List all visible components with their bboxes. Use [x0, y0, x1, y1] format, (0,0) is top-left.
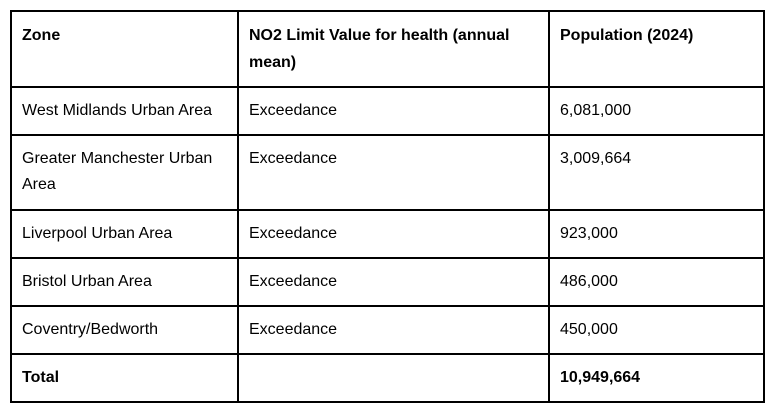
zone-cell: West Midlands Urban Area — [11, 87, 238, 135]
population-cell: 923,000 — [549, 210, 764, 258]
limit-value-cell: Exceedance — [238, 87, 549, 135]
limit-value-cell: Exceedance — [238, 306, 549, 354]
limit-value-cell: Exceedance — [238, 258, 549, 306]
zone-cell: Bristol Urban Area — [11, 258, 238, 306]
column-header-population: Population (2024) — [549, 11, 764, 87]
total-label-cell: Total — [11, 354, 238, 402]
zone-cell: Greater Manchester Urban Area — [11, 135, 238, 210]
zone-cell: Coventry/Bedworth — [11, 306, 238, 354]
population-cell: 3,009,664 — [549, 135, 764, 210]
limit-value-cell: Exceedance — [238, 210, 549, 258]
zone-cell: Liverpool Urban Area — [11, 210, 238, 258]
table-row — [11, 306, 764, 354]
table-header-row — [11, 11, 764, 87]
table-row — [11, 87, 764, 135]
column-header-no2-limit: NO2 Limit Value for health (annual mean) — [238, 11, 549, 87]
total-limit-value-cell — [238, 354, 549, 402]
population-cell: 486,000 — [549, 258, 764, 306]
table-row — [11, 135, 764, 210]
table-row — [11, 210, 764, 258]
no2-zones-table — [10, 10, 765, 403]
population-cell: 450,000 — [549, 306, 764, 354]
column-header-zone: Zone — [11, 11, 238, 87]
total-population-cell: 10,949,664 — [549, 354, 764, 402]
population-cell: 6,081,000 — [549, 87, 764, 135]
table-row — [11, 258, 764, 306]
limit-value-cell: Exceedance — [238, 135, 549, 210]
table-total-row — [11, 354, 764, 402]
